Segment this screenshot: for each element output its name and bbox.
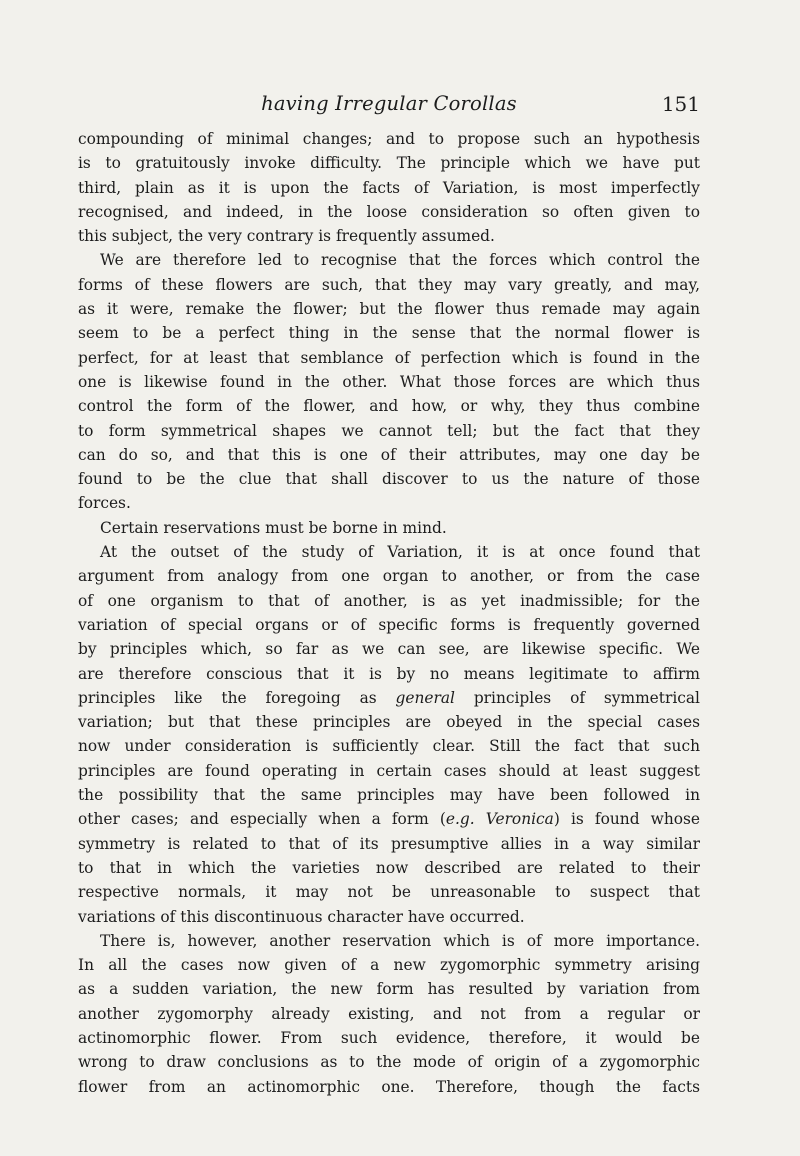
text-line: compounding of minimal changes; and to propose such an hypothesis <box>78 130 700 148</box>
body-text <box>78 127 700 1099</box>
text-line: forms of these flowers are such, that they may vary greatly, and may, <box>78 275 700 294</box>
text-segment: other cases; and especially when a form ( <box>78 810 446 829</box>
text-line: by principles which, so far as we can see, are likewise specific. We <box>78 640 700 659</box>
text-line: third, plain as it is upon the facts of Variation, is most imperfectly <box>78 178 700 197</box>
text-line <box>78 686 700 710</box>
text-line: of one organism to that of another, is as yet inadmissible; for the <box>78 591 700 610</box>
text-line: as it were, remake the flower; but the flower thus remade may again <box>78 300 700 319</box>
text-line: We are therefore led to recognise that the forces which control the <box>100 251 700 270</box>
text-line <box>78 807 700 831</box>
text-line: variation of special organs or of specific forms is frequently governed <box>78 615 700 634</box>
text-line: as a sudden variation, the new form has resulted by variation from <box>78 980 700 999</box>
text-line: now under consideration is sufficiently clear. Still the fact that such <box>78 737 700 756</box>
text-line: is to gratuitously invoke difficulty. The principle which we have put <box>78 154 700 173</box>
text-line: one is likewise found in the other. What those forces are which thus <box>78 372 700 391</box>
text-line: At the outset of the study of Variation, it is at once found that <box>100 543 700 562</box>
text-line: There is, however, another reservation which is of more importance. <box>100 931 700 950</box>
text-segment: principles like the foregoing as <box>78 688 377 707</box>
italic-term: general <box>395 688 455 707</box>
text-segment: ) is found whose <box>553 810 701 829</box>
running-head <box>78 92 700 120</box>
page-number: 151 <box>661 92 700 116</box>
text-line: to that in which the varieties now described are related to their <box>78 858 700 877</box>
text-line: found to be the clue that shall discover to us the nature of those <box>78 470 700 489</box>
text-line: Certain reservations must be borne in mind. <box>100 518 447 537</box>
text-line: this subject, the very contrary is frequently assumed. <box>78 227 495 246</box>
text-line: argument from analogy from one organ to another, or from the case <box>78 567 700 586</box>
italic-term: e.g. Veronica <box>445 810 554 829</box>
text-line: principles are found operating in certain cases should at least suggest <box>78 761 700 780</box>
text-line: the possibility that the same principles may have been followed in <box>78 786 700 805</box>
text-line: In all the cases now given of a new zygomorphic symmetry arising <box>78 956 700 975</box>
running-title: having Irregular Corollas <box>261 92 517 115</box>
text-segment: principles of symmetrical <box>473 688 700 707</box>
text-line: another zygomorphy already existing, and not from a regular or <box>78 1004 700 1023</box>
text-line: flower from an actinomorphic one. Therefore, though the facts <box>78 1077 700 1096</box>
text-line: seem to be a perfect thing in the sense that the normal flower is <box>78 324 700 343</box>
text-line: forces. <box>78 494 131 513</box>
text-line: variations of this discontinuous character have occurred. <box>78 907 525 926</box>
text-line: perfect, for at least that semblance of perfection which is found in the <box>78 348 700 367</box>
text-line: can do so, and that this is one of their attributes, may one day be <box>78 445 700 464</box>
text-line: to form symmetrical shapes we cannot tell; but the fact that they <box>78 421 700 440</box>
text-line: control the form of the flower, and how, or why, they thus combine <box>78 397 700 416</box>
text-line: variation; but that these principles are obeyed in the special cases <box>78 713 700 732</box>
text-line: wrong to draw conclusions as to the mode of origin of a zygomorphic <box>78 1053 700 1072</box>
text-line: actinomorphic flower. From such evidence, therefore, it would be <box>78 1028 700 1047</box>
text-line: respective normals, it may not be unreasonable to suspect that <box>78 883 700 902</box>
text-line: are therefore conscious that it is by no means legitimate to affirm <box>78 664 700 683</box>
text-line: symmetry is related to that of its presumptive allies in a way similar <box>78 834 700 853</box>
text-line: recognised, and indeed, in the loose consideration so often given to <box>78 202 700 221</box>
